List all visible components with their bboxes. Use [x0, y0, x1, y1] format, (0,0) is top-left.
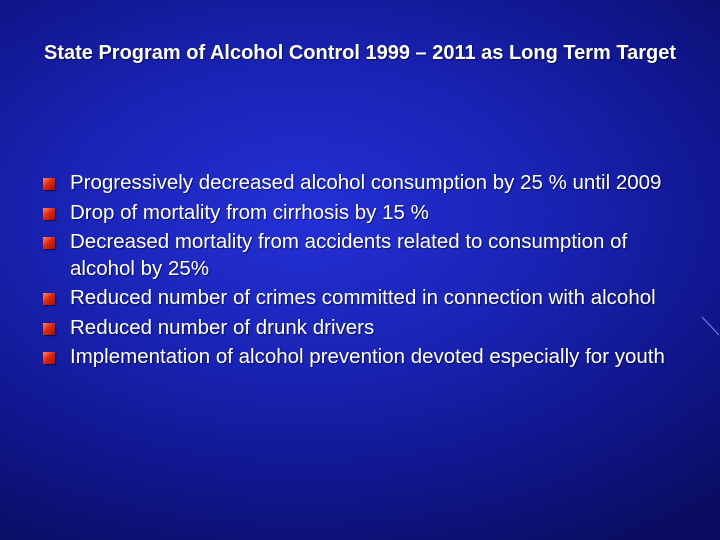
- bullet-text: Progressively decreased alcohol consumption by 25 % until 2009: [70, 171, 662, 194]
- list-item: [43, 285, 683, 312]
- square-bullet-icon: [43, 178, 55, 190]
- square-bullet-icon: [43, 323, 55, 335]
- bullet-text: Reduced number of drunk drivers: [70, 315, 375, 339]
- list-item: [43, 229, 683, 282]
- decorative-line: [700, 316, 720, 340]
- square-bullet-icon: [43, 237, 55, 249]
- square-bullet-icon: [43, 352, 55, 364]
- bullet-text: Drop of mortality from cirrhosis by 15 %: [70, 200, 429, 224]
- list-item: [43, 170, 683, 197]
- list-item: [43, 200, 683, 227]
- list-item: [43, 315, 683, 342]
- bullet-list: [43, 170, 683, 374]
- square-bullet-icon: [43, 208, 55, 220]
- slide-title: State Program of Alcohol Control 1999 – 2011 as Long Term Target: [43, 42, 676, 64]
- list-item: [43, 344, 683, 371]
- bullet-text: Decreased mortality from accidents related to consumption of alcohol by 25%: [70, 230, 628, 280]
- bullet-text: Reduced number of crimes committed in connection with alcohol: [70, 286, 656, 309]
- bullet-text: Implementation of alcohol prevention devoted especially for youth: [70, 345, 665, 368]
- square-bullet-icon: [43, 293, 55, 305]
